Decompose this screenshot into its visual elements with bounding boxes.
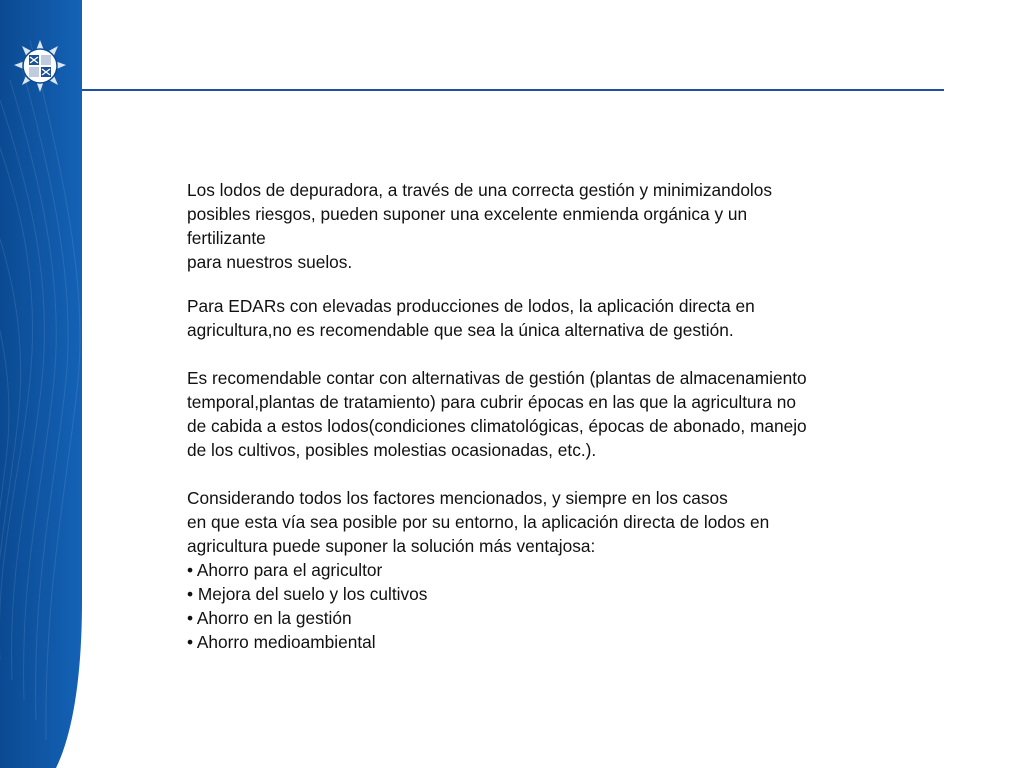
paragraph-spacer xyxy=(187,342,917,366)
university-star-logo-icon xyxy=(12,38,68,94)
paragraph-spacer xyxy=(187,274,917,294)
list-item: • Ahorro en la gestión xyxy=(187,608,352,628)
paragraph-edars xyxy=(187,294,917,342)
paragraph-lodos-intro xyxy=(187,178,917,274)
text-line: temporal,plantas de tratamiento) para cubrir épocas en las que la agricultura no xyxy=(187,392,797,412)
text-line: de los cultivos, posibles molestias ocasionadas, etc.). xyxy=(187,440,597,460)
text-line: agricultura,no es recomendable que sea la única alternativa de gestión. xyxy=(187,320,734,340)
header-divider-line xyxy=(82,89,944,91)
decorative-side-band xyxy=(0,0,84,768)
paragraph-conclusion xyxy=(187,486,917,558)
text-line: Considerando todos los factores mencionados, y siempre en los casos xyxy=(187,488,728,508)
text-line: para nuestros suelos. xyxy=(187,252,353,272)
text-line: Es recomendable contar con alternativas de gestión (plantas de almacenamiento xyxy=(187,368,807,388)
text-line: Los lodos de depuradora, a través de una correcta gestión y minimizandolos xyxy=(187,180,773,200)
paragraph-alternativas xyxy=(187,366,917,462)
list-item: • Ahorro para el agricultor xyxy=(187,560,383,580)
text-line: en que esta vía sea posible por su entorno, la aplicación directa de lodos en xyxy=(187,512,770,532)
text-line: Para EDARs con elevadas producciones de lodos, la aplicación directa en xyxy=(187,296,755,316)
text-line: de cabida a estos lodos(condiciones climatológicas, épocas de abonado, manejo xyxy=(187,416,807,436)
text-line: agricultura puede suponer la solución más ventajosa: xyxy=(187,536,596,556)
list-item: • Ahorro medioambiental xyxy=(187,632,376,652)
list-item: • Mejora del suelo y los cultivos xyxy=(187,584,428,604)
benefits-list xyxy=(187,558,917,654)
text-line: fertilizante xyxy=(187,228,266,248)
university-logo xyxy=(12,38,68,94)
text-line: posibles riesgos, pueden suponer una excelente enmienda orgánica y un xyxy=(187,204,748,224)
paragraph-spacer xyxy=(187,462,917,486)
slide-body-text xyxy=(187,178,917,654)
